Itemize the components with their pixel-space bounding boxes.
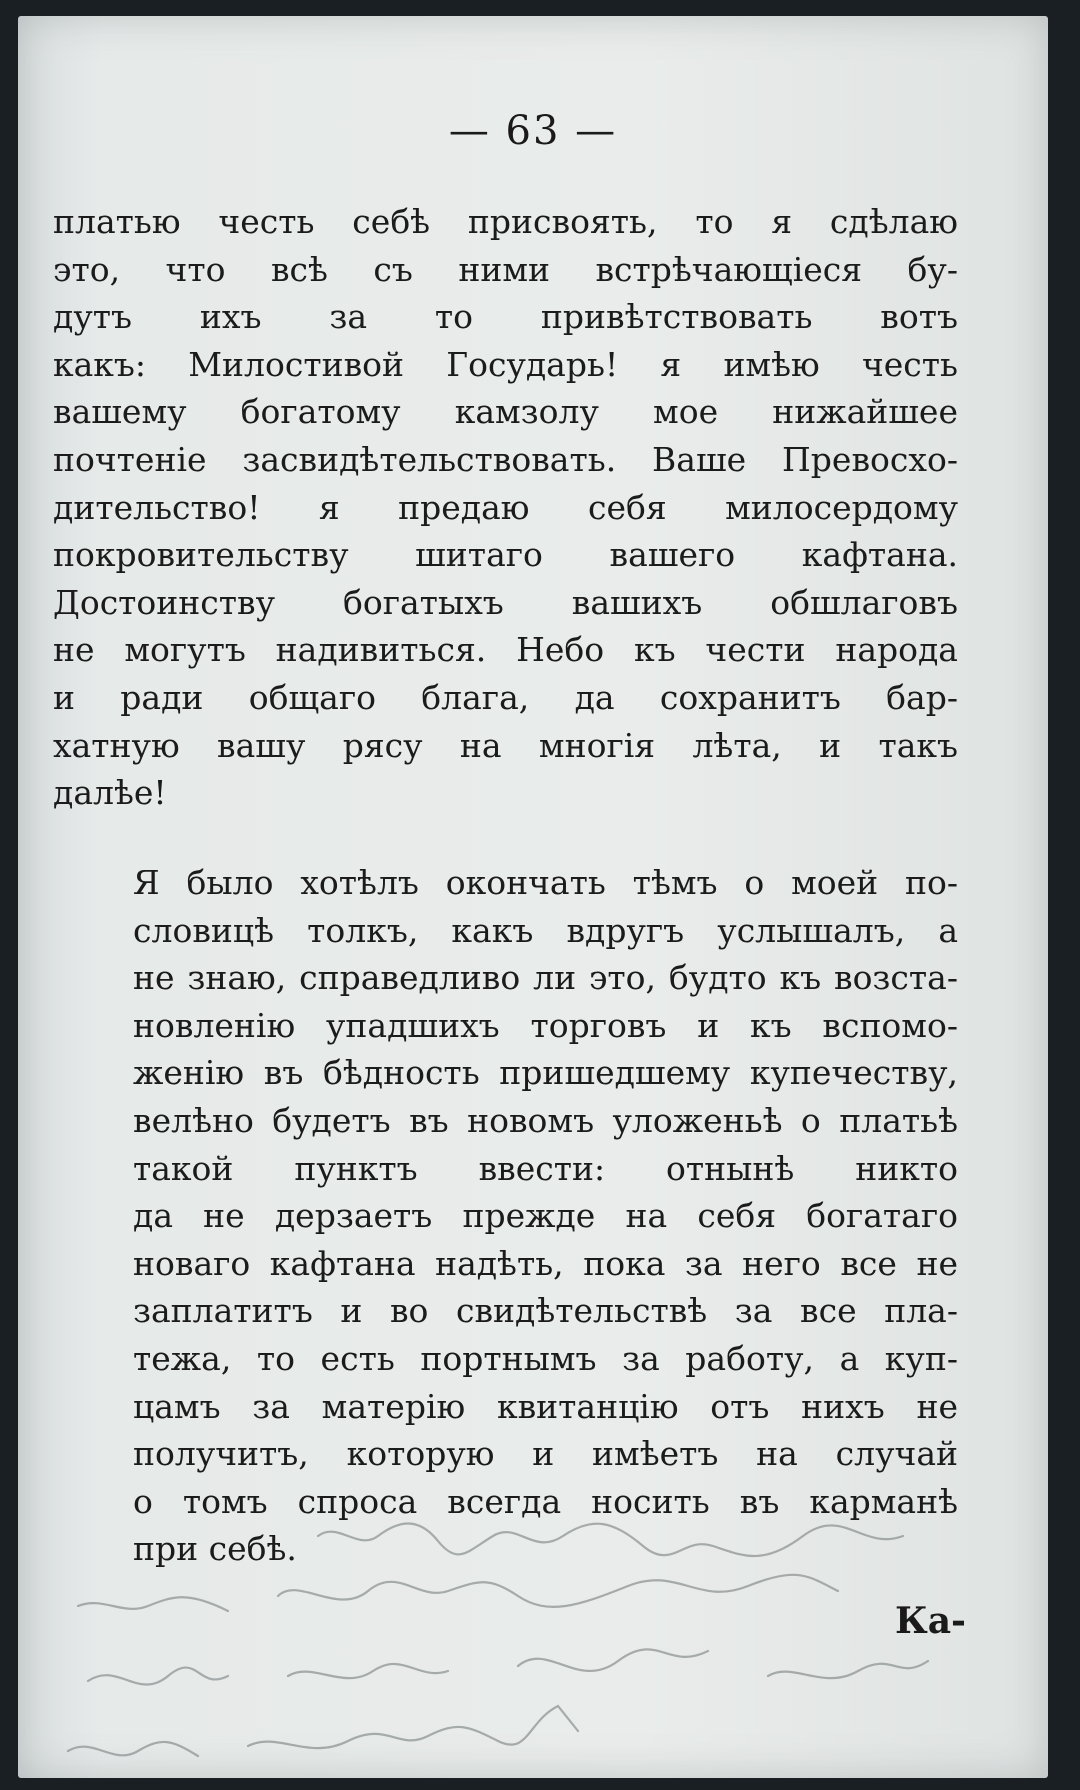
book-page [18,16,1048,1778]
text-line: новаго кафтана надѣть, пока за него все не [133,1243,958,1283]
text-line: словицѣ толкъ, какъ вдругъ услышалъ, а [133,910,958,950]
text-line: да не дерзаетъ прежде на себя богатаго [133,1196,958,1236]
text-line: тежа, то есть портнымъ за работу, а куп- [133,1338,958,1378]
text-line: велѣно будетъ въ новомъ уложеньѣ о платьѣ [133,1100,958,1140]
text-line: хатную вашу рясу на многія лѣта, и такъ [53,725,958,765]
text-line: дутъ ихъ за то привѣтствовать вотъ [53,297,958,337]
text-line: новленію упадшихъ торговъ и къ вспомо- [133,1005,958,1045]
text-line: о томъ спроса всегда носить въ карманѣ [133,1481,958,1521]
text-line: женію въ бѣдность пришедшему купечеству, [133,1053,958,1093]
text-line: не могутъ надивиться. Небо къ чести народа [53,630,958,670]
text-line: какъ: Милостивой Государь! я имѣю честь [53,344,958,384]
text-line: покровительству шитаго вашего кафтана. [53,535,958,575]
text-line: платью честь себѣ присвоять, то я сдѣлаю [53,202,958,241]
text-line: и ради общаго блага, да сохранитъ бар- [53,677,958,717]
paragraph-1 [53,198,958,817]
text-line: дительство! я предаю себя милосердому [53,487,958,527]
text-line: почтеніе засвидѣтельствовать. Ваше Превосхо- [53,439,958,479]
text-line: такой пунктъ ввести: отнынѣ никто [133,1148,958,1188]
page-number: — 63 — [448,108,618,154]
text-line: заплатитъ и во свидѣтельствѣ за все пла- [133,1291,958,1331]
paragraph-2 [53,859,958,1573]
text-line: не знаю, справедливо ли это, будто къ возста- [133,958,958,998]
text-line: далѣе! [53,773,167,813]
text-line: это, что всѣ съ ними встрѣчающіеся бу- [53,249,958,289]
text-line: цамъ за матерію квитанцію отъ нихъ не [133,1386,958,1426]
text-line: получитъ, которую и имѣетъ на случай [133,1434,958,1474]
text-line: вашему богатому камзолу мое нижайшее [53,392,958,432]
text-line: Я было хотѣлъ окончать тѣмъ о моей по- [133,863,958,902]
text-line: при себѣ. [133,1529,297,1569]
catchword: Ка- [894,1600,966,1642]
text-line: Достоинству богатыхъ вашихъ обшлаговъ [53,582,958,622]
